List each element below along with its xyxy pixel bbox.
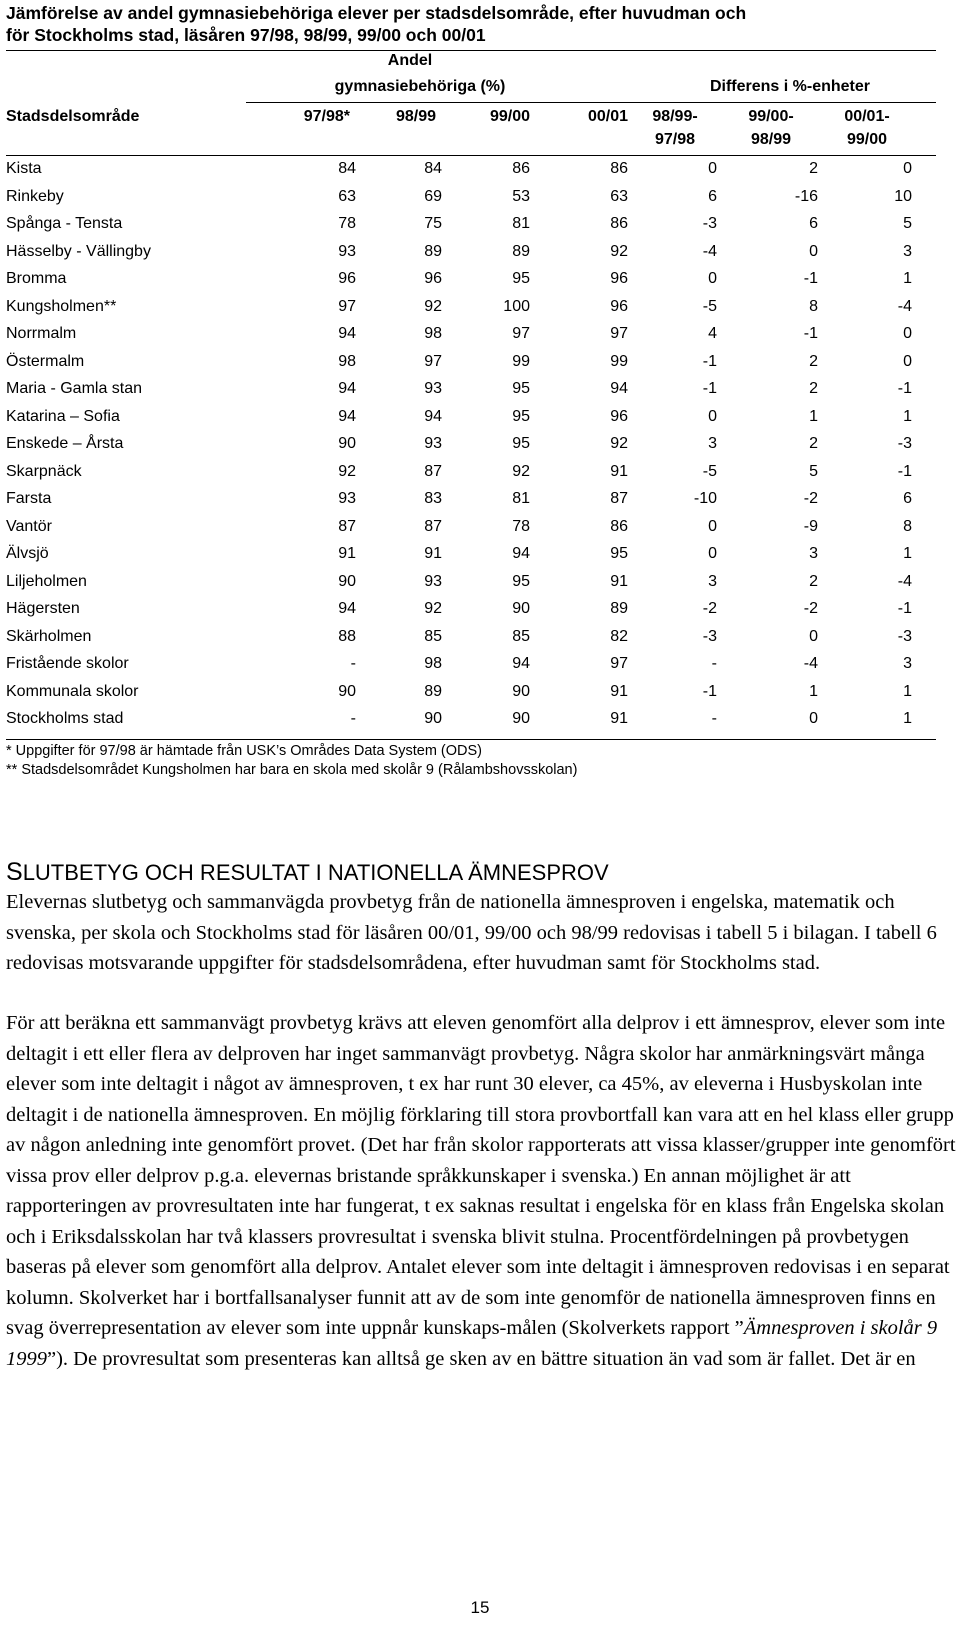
cell-area-name: Katarina – Sofia <box>6 407 120 425</box>
cell-value: -2 <box>803 600 818 617</box>
cell-value: 0 <box>708 545 717 562</box>
cell-value: 2 <box>809 160 818 177</box>
cell-value: 91 <box>610 682 628 700</box>
table-row <box>6 540 936 568</box>
cell-value: 1 <box>809 407 818 425</box>
cell-value: 53 <box>512 187 530 205</box>
header-diff1-line-2: 97/98 <box>654 131 696 148</box>
table-row <box>6 595 936 623</box>
header-9899: 98/99 <box>395 108 436 125</box>
cell-value: 91 <box>610 462 628 480</box>
cell-value: 87 <box>338 517 356 535</box>
header-share-line-1: Andel <box>387 52 433 69</box>
cell-value: -4 <box>897 297 912 315</box>
cell-value: 96 <box>424 270 442 287</box>
header-diff1-line-1: 98/99- <box>652 108 698 125</box>
cell-value: 94 <box>424 407 442 425</box>
table-row <box>6 348 936 376</box>
cell-value: 3 <box>708 435 717 452</box>
cell-value: 6 <box>708 187 717 205</box>
cell-value: 0 <box>708 517 717 535</box>
table-row <box>6 375 936 403</box>
header-diff3-line-2: 99/00 <box>846 131 888 148</box>
cell-value: 90 <box>512 710 530 727</box>
cell-area-name: Farsta <box>6 490 52 507</box>
cell-area-name: Rinkeby <box>6 187 64 205</box>
cell-value: 90 <box>424 710 442 727</box>
cell-value: 87 <box>424 462 442 480</box>
cell-value: -1 <box>897 462 912 480</box>
cell-area-name: Bromma <box>6 270 67 287</box>
cell-value: 93 <box>338 490 356 507</box>
cell-value: 87 <box>424 517 442 535</box>
paragraph-1-text: Elevernas slutbetyg och sammanvägda provbetyg från de nationella ämnesproven i engelska, matematik och svenska, per skola och Stockholms stad för läsåren 00/01, 99/00 och 98/99 redovisas i tabell 5 i bilagan. I tabell 6 redovisas motsvarande uppgifter för stadsdelsområdena, efter huvudman samt för Stockholms stad. <box>6 891 937 974</box>
cell-area-name: Norrmalm <box>6 325 77 342</box>
cell-value: -1 <box>702 352 717 370</box>
cell-value: 86 <box>512 160 530 177</box>
cell-value: 95 <box>512 380 530 397</box>
cell-value: 99 <box>610 352 628 370</box>
footnote-1: * Uppgifter för 97/98 är hämtade från USK’s Områdes Data System (ODS) <box>6 743 483 759</box>
header-9900: 99/00 <box>489 108 530 125</box>
cell-value: 90 <box>338 682 356 700</box>
section-heading-initial: S <box>6 858 23 886</box>
cell-value: 91 <box>424 545 442 562</box>
header-diff2-line-1: 99/00- <box>748 108 794 125</box>
table-row <box>6 210 936 238</box>
table-row <box>6 155 936 183</box>
cell-value: 0 <box>903 352 912 370</box>
cell-value: 6 <box>809 215 818 232</box>
cell-value: 8 <box>809 297 818 315</box>
cell-area-name: Kommunala skolor <box>6 682 139 700</box>
cell-value: 0 <box>708 270 717 287</box>
cell-value: 2 <box>809 435 818 452</box>
table-body <box>6 155 936 733</box>
table-title <box>6 2 946 46</box>
cell-area-name: Hässelby - Vällingby <box>6 242 151 260</box>
cell-area-name: Spånga - Tensta <box>6 215 123 232</box>
cell-value: 95 <box>512 435 530 452</box>
header-9798: 97/98* <box>303 108 350 125</box>
cell-value: 93 <box>338 242 356 260</box>
page-number: 15 <box>470 1598 490 1617</box>
cell-value: 10 <box>894 187 912 205</box>
cell-value: 1 <box>903 270 912 287</box>
cell-value: 86 <box>610 160 628 177</box>
section-heading <box>6 858 609 887</box>
table-row <box>6 430 936 458</box>
cell-value: 1 <box>903 407 912 425</box>
cell-value: 3 <box>809 545 818 562</box>
cell-value: 0 <box>708 407 717 425</box>
cell-area-name: Maria - Gamla stan <box>6 380 143 397</box>
table-row <box>6 485 936 513</box>
cell-value: 89 <box>424 242 442 260</box>
cell-value: 95 <box>512 572 530 590</box>
cell-value: - <box>711 655 717 672</box>
cell-value: 89 <box>424 682 442 700</box>
cell-value: -3 <box>897 435 912 452</box>
cell-value: -4 <box>803 655 818 672</box>
cell-area-name: Kista <box>6 160 42 177</box>
table-row <box>6 458 936 486</box>
cell-area-name: Enskede – Årsta <box>6 435 124 452</box>
cell-value: 93 <box>424 572 442 590</box>
cell-value: 8 <box>903 517 912 535</box>
section-heading-rest: LUTBETYG OCH RESULTAT I NATIONELLA ÄMNESPROV <box>22 860 609 885</box>
cell-value: 93 <box>424 380 442 397</box>
cell-value: 96 <box>338 270 356 287</box>
cell-value: 97 <box>424 352 442 370</box>
cell-value: 1 <box>903 545 912 562</box>
cell-value: 97 <box>610 325 628 342</box>
cell-value: -1 <box>803 270 818 287</box>
cell-area-name: Hägersten <box>6 600 80 617</box>
paragraph-2-part-b: ”). De provresultat som presenteras kan alltså ge sken av en bättre situation än vad som är fallet. Det är en <box>47 1347 916 1370</box>
cell-area-name: Fristående skolor <box>6 655 129 672</box>
cell-value: 88 <box>338 627 356 645</box>
cell-value: -2 <box>803 490 818 507</box>
table-row <box>6 568 936 596</box>
cell-value: 98 <box>424 655 442 672</box>
cell-value: 94 <box>512 655 530 672</box>
paragraph-2-part-a: För att beräkna ett sammanvägt provbetyg krävs att eleven genomfört alla delprov i ett ämnesprov, elever som inte deltagit i ett eller flera av delproven har inget sammanvägt provbetyg. Några skolor har anmärkningsvärt många elever som inte deltagit i något av ämnesproven, t ex har runt 30 elever, ca 45%, av eleverna i Husbyskolan inte deltagit i de nationella ämnesproven. En möjlig förklaring till stora provbortfall kan vara att en hel klass eller grupp av någon anledning inte genomfört provet. (Det har från skolor rapporterats att vissa klasser/grupper inte genomfört vissa prov eller delprov p.g.a. elevernas bristande språkkunskaper i svenska.) En annan möjlighet är att rapporteringen av provresultaten inte har fungerat, t ex saknas resultat i engelska för en klass från Engelska skolan och i Eriksdalsskolan har två klassers provresultat i svenska blivit stulna. Procentfördelningen på provbetygen baseras på elever som genomfört alla delprov. Antalet elever som inte deltagit i ämnesproven redovisas i en separat kolumn. Skolverket har i bortfallsanalyser funnit att av de som inte genomför de nationella ämnesproven finns en svag överrepresentation av elever som inte uppnår kunskaps-målen (Skolverkets rapport ” <box>6 1012 956 1339</box>
cell-value: 1 <box>903 682 912 700</box>
cell-value: 90 <box>338 435 356 452</box>
cell-value: 1 <box>903 710 912 727</box>
cell-value: -10 <box>693 490 717 507</box>
cell-value: 2 <box>809 572 818 590</box>
cell-value: 2 <box>809 380 818 397</box>
cell-value: 0 <box>903 160 912 177</box>
cell-area-name: Skärholmen <box>6 627 92 645</box>
cell-value: -2 <box>702 600 717 617</box>
table-row <box>6 705 936 733</box>
cell-value: 5 <box>809 462 818 480</box>
cell-value: 92 <box>610 242 628 260</box>
cell-value: 92 <box>338 462 356 480</box>
cell-value: 83 <box>424 490 442 507</box>
cell-area-name: Kungsholmen** <box>6 297 117 315</box>
header-diff3-line-1: 00/01- <box>844 108 890 125</box>
cell-value: 0 <box>809 242 818 260</box>
table-row <box>6 293 936 321</box>
cell-value: 81 <box>512 490 530 507</box>
cell-value: -4 <box>897 572 912 590</box>
cell-area-name: Skarpnäck <box>6 462 82 480</box>
cell-value: 0 <box>708 160 717 177</box>
cell-value: 94 <box>338 407 356 425</box>
header-group-rule <box>246 102 936 103</box>
cell-value: -5 <box>702 297 717 315</box>
header-diff2-line-2: 98/99 <box>750 131 792 148</box>
table-row <box>6 265 936 293</box>
cell-value: 94 <box>610 380 628 397</box>
cell-value: 81 <box>512 215 530 232</box>
paragraph-2-text <box>6 1008 960 1374</box>
cell-value: -1 <box>702 380 717 397</box>
table-row <box>6 320 936 348</box>
cell-value: 97 <box>338 297 356 315</box>
header-diff-group: Differens i %-enheter <box>709 78 871 95</box>
cell-value: 0 <box>809 710 818 727</box>
cell-value: 95 <box>512 270 530 287</box>
cell-value: -4 <box>702 242 717 260</box>
cell-value: 86 <box>610 517 628 535</box>
cell-value: 100 <box>503 297 530 315</box>
cell-value: 95 <box>610 545 628 562</box>
header-0001: 00/01 <box>587 108 628 125</box>
cell-value: 5 <box>903 215 912 232</box>
table-title-line-1: Jämförelse av andel gymnasiebehöriga elever per stadsdelsområde, efter huvudman och <box>6 3 747 23</box>
cell-value: -3 <box>702 215 717 232</box>
cell-value: 86 <box>610 215 628 232</box>
cell-value: -16 <box>794 187 818 205</box>
cell-value: 4 <box>708 325 717 342</box>
cell-area-name: Vantör <box>6 517 52 535</box>
cell-value: 95 <box>512 407 530 425</box>
cell-value: 93 <box>424 435 442 452</box>
cell-value: 94 <box>338 325 356 342</box>
cell-value: 91 <box>610 710 628 727</box>
cell-area-name: Stockholms stad <box>6 710 124 727</box>
cell-value: 94 <box>338 600 356 617</box>
cell-value: - <box>711 710 717 727</box>
cell-value: 96 <box>610 297 628 315</box>
table-title-line-2: för Stockholms stad, läsåren 97/98, 98/99, 99/00 och 00/01 <box>6 25 486 45</box>
table-row <box>6 513 936 541</box>
cell-value: 96 <box>610 270 628 287</box>
cell-value: 3 <box>903 655 912 672</box>
cell-value: 92 <box>512 462 530 480</box>
cell-area-name: Liljeholmen <box>6 572 87 590</box>
cell-value: 2 <box>809 352 818 370</box>
table-row <box>6 183 936 211</box>
cell-value: 91 <box>610 572 628 590</box>
cell-value: 99 <box>512 352 530 370</box>
cell-value: 84 <box>338 160 356 177</box>
cell-value: 0 <box>903 325 912 342</box>
cell-area-name: Älvsjö <box>6 545 49 562</box>
cell-value: -1 <box>897 600 912 617</box>
cell-value: 97 <box>610 655 628 672</box>
cell-value: -3 <box>702 627 717 645</box>
cell-value: -1 <box>702 682 717 700</box>
cell-value: -3 <box>897 627 912 645</box>
cell-value: 89 <box>512 242 530 260</box>
cell-value: -9 <box>803 517 818 535</box>
cell-area-name: Östermalm <box>6 352 85 370</box>
cell-value: 82 <box>610 627 628 645</box>
cell-value: 89 <box>610 600 628 617</box>
cell-value: 1 <box>809 682 818 700</box>
cell-value: 91 <box>338 545 356 562</box>
report-title: Ämnesproven i skolår 9 1999 <box>6 1317 938 1370</box>
table-row <box>6 403 936 431</box>
cell-value: - <box>350 655 356 672</box>
cell-value: 0 <box>809 627 818 645</box>
cell-value: 3 <box>903 242 912 260</box>
cell-value: 63 <box>610 187 628 205</box>
table-row <box>6 650 936 678</box>
cell-value: 78 <box>512 517 530 535</box>
cell-value: 90 <box>338 572 356 590</box>
cell-value: 98 <box>338 352 356 370</box>
cell-value: 63 <box>338 187 356 205</box>
cell-value: -1 <box>803 325 818 342</box>
cell-value: 97 <box>512 325 530 342</box>
header-area: Stadsdelsområde <box>6 108 140 125</box>
cell-value: 78 <box>338 215 356 232</box>
cell-value: 92 <box>610 435 628 452</box>
paragraph-1 <box>6 887 960 979</box>
cell-value: 90 <box>512 600 530 617</box>
cell-value: 6 <box>903 490 912 507</box>
footnote-2: ** Stadsdelsområdet Kungsholmen har bara en skola med skolår 9 (Rålambshovsskolan) <box>6 762 578 778</box>
cell-value: 94 <box>338 380 356 397</box>
cell-value: 69 <box>424 187 442 205</box>
cell-value: -5 <box>702 462 717 480</box>
cell-value: 90 <box>512 682 530 700</box>
cell-value: 98 <box>424 325 442 342</box>
cell-value: 96 <box>610 407 628 425</box>
cell-value: 75 <box>424 215 442 232</box>
cell-value: 92 <box>424 600 442 617</box>
cell-value: 84 <box>424 160 442 177</box>
paragraph-2 <box>6 1008 960 1374</box>
table-row <box>6 678 936 706</box>
cell-value: 92 <box>424 297 442 315</box>
table-row <box>6 623 936 651</box>
table-bottom-rule <box>6 739 936 740</box>
table-row <box>6 238 936 266</box>
cell-value: -1 <box>897 380 912 397</box>
cell-value: 94 <box>512 545 530 562</box>
cell-value: - <box>350 710 356 727</box>
cell-value: 85 <box>512 627 530 645</box>
cell-value: 87 <box>610 490 628 507</box>
cell-value: 3 <box>708 572 717 590</box>
header-share-line-2: gymnasiebehöriga (%) <box>334 78 506 95</box>
cell-value: 85 <box>424 627 442 645</box>
